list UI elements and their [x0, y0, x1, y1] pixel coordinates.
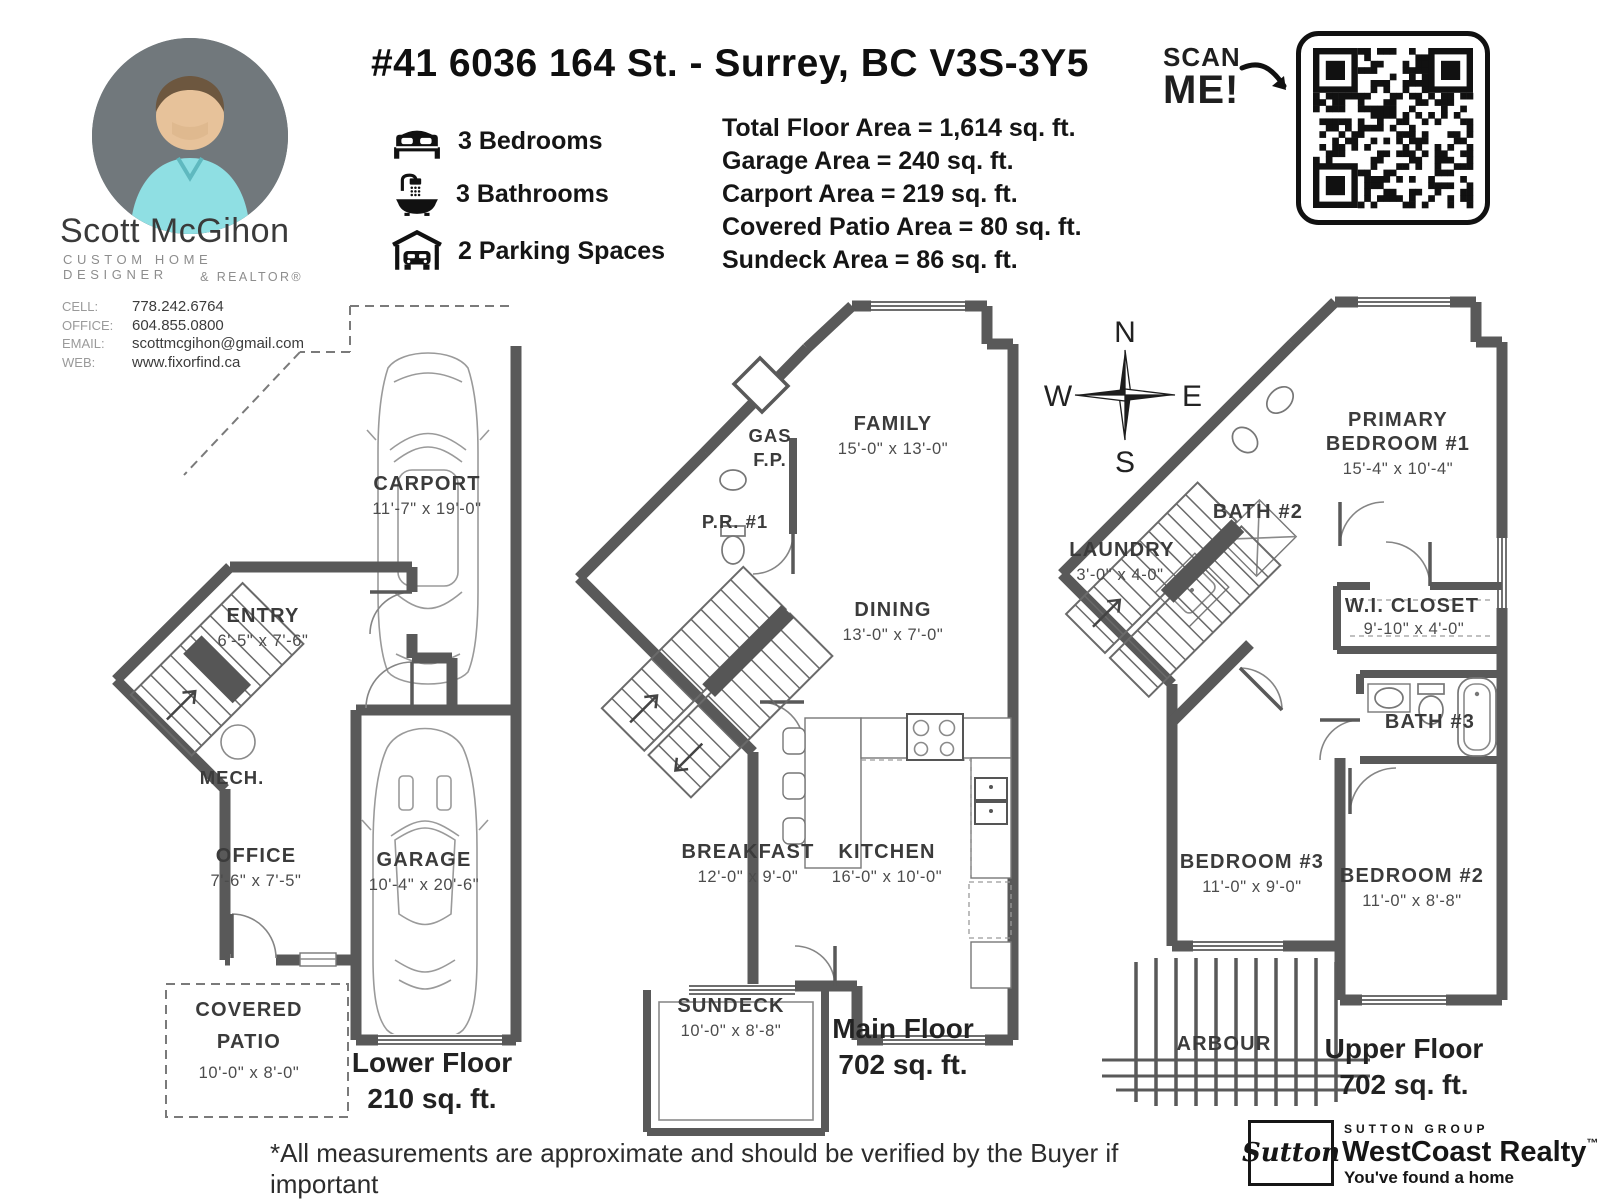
contact-value: 778.242.6764 — [132, 298, 224, 315]
room-label-fp: F.P. — [753, 449, 787, 470]
lower-floor-area: 210 sq. ft. — [367, 1083, 497, 1114]
wi-closet-door — [1386, 542, 1430, 586]
room-dims-dining: 13'-0" x 7'-0" — [842, 626, 944, 644]
bed-icon — [392, 122, 442, 160]
carport-property-line — [184, 306, 512, 475]
sutton-group-label: SUTTON GROUP — [1344, 1122, 1489, 1136]
garage-door — [378, 1034, 502, 1046]
room-label-laundry: LAUNDRY — [1069, 539, 1175, 561]
room-label-bedroom3: BEDROOM #3 — [1179, 851, 1325, 873]
main-floor-area: 702 sq. ft. — [838, 1049, 968, 1080]
room-label-carport: CARPORT — [373, 473, 481, 495]
room-label-powder: P.R. #1 — [701, 511, 769, 532]
room-label-mech: MECH. — [199, 767, 265, 788]
contact-label: OFFICE: — [62, 317, 114, 333]
room-label-sundeck: SUNDECK — [677, 995, 785, 1017]
bedroom2-window — [1362, 994, 1446, 1006]
powder-door — [753, 534, 793, 574]
room-label-wicloset: W.I. CLOSET — [1344, 595, 1480, 617]
room-dims-breakfast: 12'-0" x 9'-0" — [697, 868, 799, 886]
bedroom3-window — [1193, 940, 1283, 952]
main-floor-plan — [555, 290, 1040, 1155]
agent-name: Scott McGihon — [60, 212, 290, 250]
room-dims-bedroom3: 11'-0" x 9'-0" — [1202, 878, 1302, 896]
main-stairs — [602, 567, 833, 798]
room-dims-covered-patio: 10'-0" x 8'-0" — [198, 1064, 300, 1082]
compass-s: S — [1114, 446, 1136, 479]
contact-label: CELL: — [62, 299, 99, 314]
entry-to-garage-door — [366, 662, 412, 708]
family-bay-window — [871, 300, 965, 312]
room-label-arbour: ARBOUR — [1176, 1033, 1272, 1055]
agent-photo — [92, 38, 288, 234]
garage-icon — [392, 230, 442, 272]
feature-label: 3 Bathrooms — [456, 179, 609, 208]
brand-tagline: You've found a home — [1344, 1168, 1514, 1187]
feature-bathrooms — [394, 172, 609, 216]
room-dims-carport: 11'-7" x 19'-0" — [372, 500, 482, 518]
feature-bedrooms — [392, 122, 602, 160]
entry-door — [370, 592, 412, 634]
upper-floor-caption: Upper Floor — [1324, 1033, 1484, 1064]
scan-me-line1: SCAN — [1163, 42, 1241, 72]
room-label-breakfast: BREAKFAST — [681, 841, 815, 863]
room-label-office: OFFICE — [215, 845, 297, 867]
garage-walls — [356, 710, 516, 1040]
primary-door — [1340, 502, 1384, 546]
contact-value: scottmcgihon@gmail.com — [132, 335, 304, 352]
room-dims-laundry: 3'-0" x 4-0" — [1076, 566, 1164, 584]
room-dims-sundeck: 10'-0" x 8'-8" — [680, 1022, 782, 1040]
room-label-family: FAMILY — [853, 413, 933, 435]
room-label-primary-1: PRIMARY — [1348, 409, 1448, 431]
agent-photo-illustration — [92, 38, 288, 234]
sundeck-door — [795, 946, 835, 986]
contact-label: EMAIL: — [62, 336, 105, 351]
room-label-entry: ENTRY — [226, 605, 300, 627]
compass-e: E — [1181, 380, 1203, 413]
brand-name: WestCoast Realty — [1342, 1136, 1587, 1168]
property-address-title: #41 6036 164 St. - Surrey, BC V3S-3Y5 — [370, 42, 1089, 85]
bedroom3-door — [1240, 668, 1282, 710]
room-dims-bedroom2: 11'-0" x 8'-8" — [1362, 892, 1462, 910]
lower-floor-plan — [80, 290, 540, 1155]
kitchen-appliance — [971, 942, 1011, 988]
area-summary — [722, 112, 1142, 277]
carport-car-illustration — [367, 353, 489, 684]
bath-icon — [394, 172, 440, 216]
room-label-bedroom2: BEDROOM #2 — [1339, 865, 1485, 887]
sutton-logo-box — [1242, 1120, 1340, 1186]
qr-code — [1295, 30, 1491, 226]
compass-n: N — [1114, 316, 1136, 349]
feature-parking — [392, 230, 665, 272]
compass-w: W — [1043, 380, 1073, 413]
westcoast-realty-label — [1342, 1136, 1598, 1169]
primary-side-window — [1496, 538, 1508, 608]
primary-bay-window — [1358, 296, 1450, 308]
room-label-dining: DINING — [854, 599, 932, 621]
lower-floor-caption: Lower Floor — [351, 1047, 513, 1078]
area-carport: Carport Area = 219 sq. ft. — [722, 180, 1018, 208]
room-dims-family: 15'-0" x 13'-0" — [837, 440, 949, 458]
feature-label: 3 Bedrooms — [458, 126, 603, 155]
sutton-logo-word: Sutton — [1242, 1138, 1340, 1168]
brand-tm: ™ — [1586, 1136, 1599, 1150]
main-floor-caption: Main Floor — [832, 1013, 974, 1044]
scan-arrow-icon — [1238, 58, 1296, 106]
feature-label: 2 Parking Spaces — [458, 236, 666, 265]
room-dims-garage: 10'-4" x 20'-6" — [368, 876, 480, 894]
room-dims-kitchen: 16'-0" x 10'-0" — [831, 868, 943, 886]
room-label-garage: GARAGE — [376, 849, 472, 871]
room-label-bath3: BATH #3 — [1384, 711, 1476, 733]
bath3-door — [1320, 720, 1360, 760]
agent-role-line1: CUSTOM HOME DESIGNER — [63, 252, 213, 282]
scan-me-line2: ME! — [1163, 68, 1240, 112]
area-total: Total Floor Area = 1,614 sq. ft. — [722, 114, 1076, 142]
room-label-bath2: BATH #2 — [1212, 501, 1304, 523]
upper-floor-plan — [1040, 290, 1560, 1155]
room-label-covered-patio-2: PATIO — [216, 1031, 282, 1053]
fridge — [969, 882, 1011, 938]
room-label-covered-patio-1: COVERED — [195, 999, 303, 1021]
room-dims-entry: 6'-5" x 7'-6" — [217, 632, 309, 650]
room-label-kitchen: KITCHEN — [838, 841, 936, 863]
gas-fireplace — [734, 358, 788, 412]
room-dims-wicloset: 9'-10" x 4'-0" — [1363, 620, 1465, 638]
room-label-primary-2: BEDROOM #1 — [1325, 433, 1471, 455]
room-dims-primary: 15'-4" x 10'-4" — [1342, 460, 1454, 478]
bedroom2-door — [1350, 768, 1396, 814]
contact-label: WEB: — [62, 354, 96, 370]
contact-value: 604.855.0800 — [132, 316, 224, 334]
mech-equipment — [221, 725, 255, 759]
area-sundeck: Sundeck Area = 86 sq. ft. — [722, 246, 1018, 274]
area-garage: Garage Area = 240 sq. ft. — [722, 147, 1014, 175]
contact-value: www.fixorfind.ca — [132, 353, 241, 371]
arbour-trellis — [1102, 958, 1370, 1106]
upper-floor-area: 702 sq. ft. — [1339, 1069, 1469, 1100]
room-label-gas: GAS — [748, 425, 792, 446]
agent-role-line2: & REALTOR® — [200, 270, 303, 284]
measurements-disclaimer: *All measurements are approximate and should be verified by the Buyer if important — [270, 1138, 1119, 1199]
room-dims-office: 7'-6" x 7'-5" — [210, 872, 302, 890]
area-covered-patio: Covered Patio Area = 80 sq. ft. — [722, 213, 1082, 241]
